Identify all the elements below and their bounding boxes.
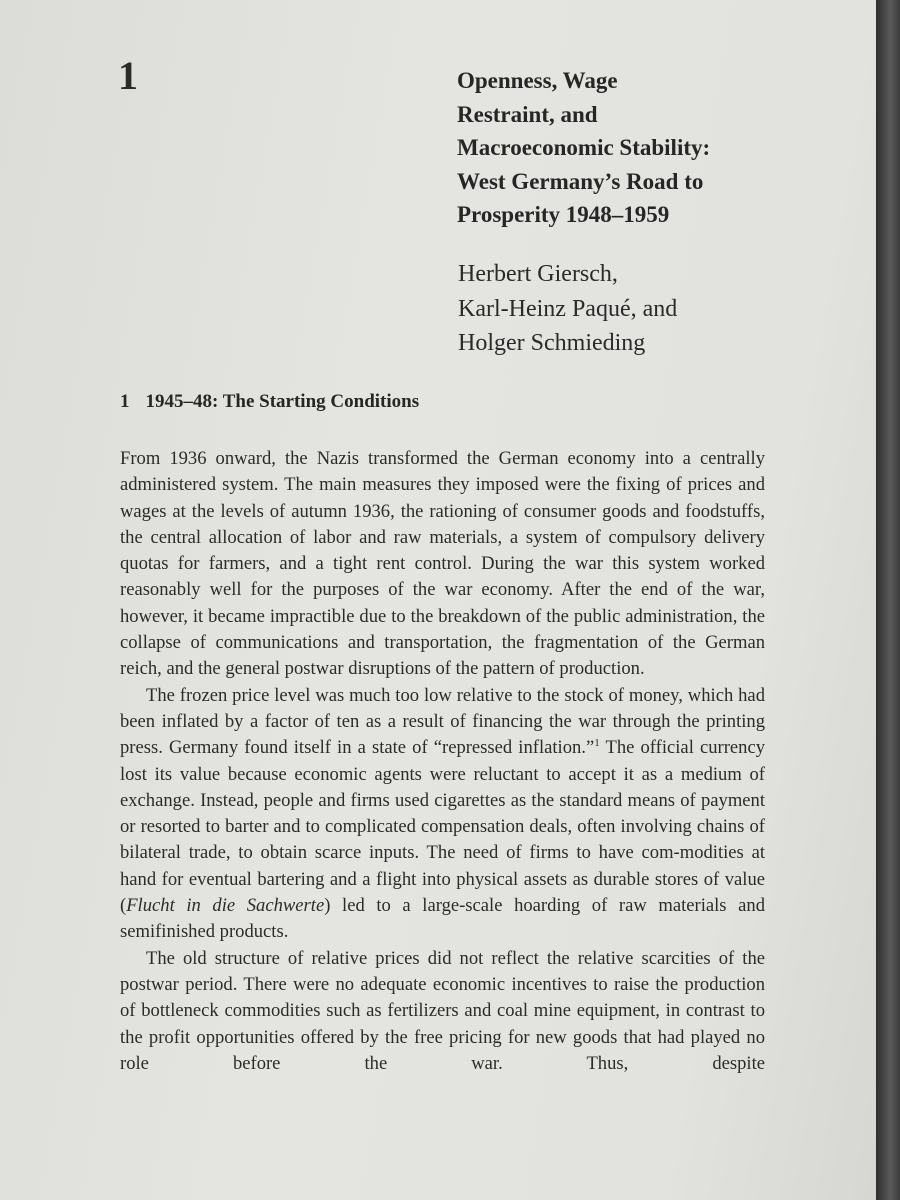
paragraph-2 bbox=[120, 683, 765, 946]
paragraph-2-text-c: ) led to a large-scale hoarding of raw materials and semifinished products. bbox=[120, 895, 765, 943]
chapter-title-line: Macroeconomic Stability: bbox=[457, 135, 711, 160]
paragraph-2-text-a: The frozen price level was much too low relative to the stock of money, which had been inflated by a factor of ten as a result of financing the war through the printing press. Germany found itself in a state of “repressed inflation.” bbox=[120, 684, 765, 759]
author-line: Herbert Giersch, bbox=[458, 261, 618, 287]
author-line: Holger Schmieding bbox=[458, 330, 646, 356]
paragraph-1: From 1936 onward, the Nazis transformed the German economy into a centrally administered system. The main measures they imposed were the fixing of prices and wages at the levels of autumn 1936, the rationing of consumer goods and foodstuffs, the central allocation of labor and raw materials, a system of compulsory delivery quotas for farmers, and a tight rent control. During the war this system worked reasonably well for the purposes of the war economy. After the end of the war, however, it became impractible due to the breakdown of the public administration, the collapse of communications and transportation, the fragmentation of the German reich, and the general postwar disruptions of the pattern of production. bbox=[120, 448, 765, 680]
section-number: 1 bbox=[120, 391, 130, 412]
chapter-title-line: West Germany’s Road to bbox=[457, 168, 704, 194]
paragraph-2-text-b: The official currency lost its value because economic agents were reluctant to accept it as a medium of exchange. Instead, people and firms used cigarettes as the standard means of payment or resorted to barter and to complicated compensation deals, often involving chains of bilateral trade, to obtain scarce inputs. The need of firms to have com-modities at hand for eventual bartering and a flight into physical assets as durable stores of value ( bbox=[120, 737, 765, 917]
page-edge-shadow bbox=[876, 0, 900, 1200]
chapter-authors bbox=[458, 257, 838, 361]
section-heading bbox=[120, 391, 419, 413]
chapter-title-line: Openness, Wage bbox=[457, 68, 618, 93]
footnote-marker[interactable]: 1 bbox=[594, 737, 600, 750]
section-title: 1945–48: The Starting Conditions bbox=[145, 391, 420, 412]
body-text bbox=[120, 446, 765, 1077]
chapter-title-line: Restraint, and bbox=[457, 101, 598, 127]
chapter-number: 1 bbox=[118, 53, 138, 98]
chapter-title bbox=[457, 64, 837, 232]
paragraph-2-italic-term: Flucht in die Sachwerte bbox=[126, 895, 325, 917]
author-line: Karl-Heinz Paqué, and bbox=[458, 295, 678, 322]
paragraph-3: The old structure of relative prices did not reflect the relative scarcities of the postwar period. There were no adequate economic incentives to raise the production of bottleneck commodities such as fertilizers and coal mine equipment, in contrast to the profit opportunities offered by the free pricing for new goods that had played no role before the war. Thus, despite bbox=[120, 947, 765, 1074]
chapter-title-line: Prosperity 1948–1959 bbox=[457, 202, 670, 227]
